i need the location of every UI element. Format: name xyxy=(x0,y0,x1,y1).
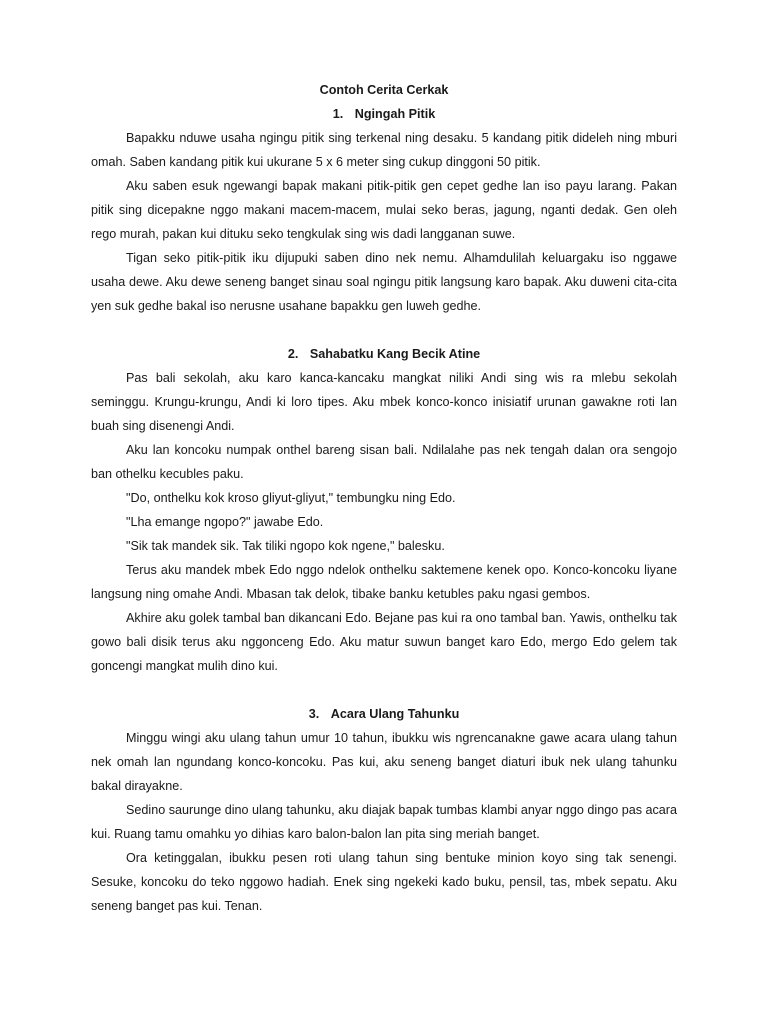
section-heading xyxy=(91,342,677,366)
section-title: Sahabatku Kang Becik Atine xyxy=(309,347,481,361)
section-spacer xyxy=(91,318,677,342)
paragraph: Ora ketinggalan, ibukku pesen roti ulang tahun sing bentuke minion koyo sing tak senengi. Sesuke, koncoku do teko nggowo hadiah. Enek sing ngekeki kado buku, pensil, tas, mbek sepatu. Aku seneng banget pas kui. Tenan. xyxy=(91,851,677,913)
section-1 xyxy=(91,102,677,318)
section-heading xyxy=(91,702,677,726)
section-number: 3. xyxy=(308,707,320,721)
section-title: Ngingah Pitik xyxy=(354,107,436,121)
section-spacer xyxy=(91,678,677,702)
section-2 xyxy=(91,342,677,678)
paragraph: Aku lan koncoku numpak onthel bareng sisan bali. Ndilalahe pas nek tengah dalan ora sengojo ban othelku kecubles paku. xyxy=(91,443,677,481)
dialogue-line: "Do, onthelku kok kroso gliyut-gliyut," tembungku ning Edo. xyxy=(126,491,456,505)
section-number: 1. xyxy=(332,107,344,121)
paragraph: Akhire aku golek tambal ban dikancani Edo. Bejane pas kui ra ono tambal ban. Yawis, onthelku tak gowo bali disik terus aku nggonceng Edo. Aku matur suwun banget karo Edo, mergo Edo gelem tak goncengi mangkat mulih dino kui. xyxy=(91,611,677,673)
section-heading xyxy=(91,102,677,126)
paragraph: Sedino saurunge dino ulang tahunku, aku diajak bapak tumbas klambi anyar nggo dingo pas acara kui. Ruang tamu omahku yo dihias karo balon-balon lan pita sing meriah banget. xyxy=(91,803,678,841)
paragraph: Aku saben esuk ngewangi bapak makani pitik-pitik gen cepet gedhe lan iso payu larang. Pakan pitik sing dicepakne nggo makani macem-macem, mulai seko beras, jagung, nganti dedak. Gen oleh rego murah, pakan kui dituku seko tengkulak sing wis dadi langganan suwe. xyxy=(91,179,677,241)
dialogue-line: "Lha emange ngopo?" jawabe Edo. xyxy=(126,515,324,529)
section-number: 2. xyxy=(287,347,299,361)
section-3 xyxy=(91,702,677,918)
paragraph: Terus aku mandek mbek Edo nggo ndelok onthelku saktemene kenek opo. Konco-koncoku liyane langsung ning omahe Andi. Mbasan tak delok, tibake banku ketubles paku ngasi gembos. xyxy=(91,563,677,601)
paragraph: Pas bali sekolah, aku karo kanca-kancaku mangkat niliki Andi sing wis ra mlebu sekolah seminggu. Krungu-krungu, Andi ki loro tipes. Aku mbek konco-konco inisiatif urunan gawakne roti lan buah sing disenengi Andi. xyxy=(91,371,677,433)
paragraph: Tigan seko pitik-pitik iku dijupuki saben dino nek nemu. Alhamdulilah keluargaku iso nggawe usaha dewe. Aku dewe seneng banget sinau soal ngingu pitik langsung karo bapak. Aku duweni cita-cita yen suk gedhe bakal iso nerusne usahane bapakku gen luweh gedhe. xyxy=(91,251,677,313)
document-title: Contoh Cerita Cerkak xyxy=(319,83,449,97)
dialogue-line: "Sik tak mandek sik. Tak tiliki ngopo kok ngene," balesku. xyxy=(126,539,445,553)
paragraph: Minggu wingi aku ulang tahun umur 10 tahun, ibukku wis ngrencanakne gawe acara ulang tahun nek omah lan ngundang konco-koncoku. Pas kui, aku seneng banget diaturi ibuk nek ulang tahunku bakal dirayakne. xyxy=(91,731,677,793)
document-page xyxy=(91,78,677,918)
section-title: Acara Ulang Tahunku xyxy=(330,707,460,721)
paragraph: Bapakku nduwe usaha ngingu pitik sing terkenal ning desaku. 5 kandang pitik dideleh ning mburi omah. Saben kandang pitik kui ukurane 5 x 6 meter sing cukup dinggoni 50 pitik. xyxy=(91,131,677,169)
